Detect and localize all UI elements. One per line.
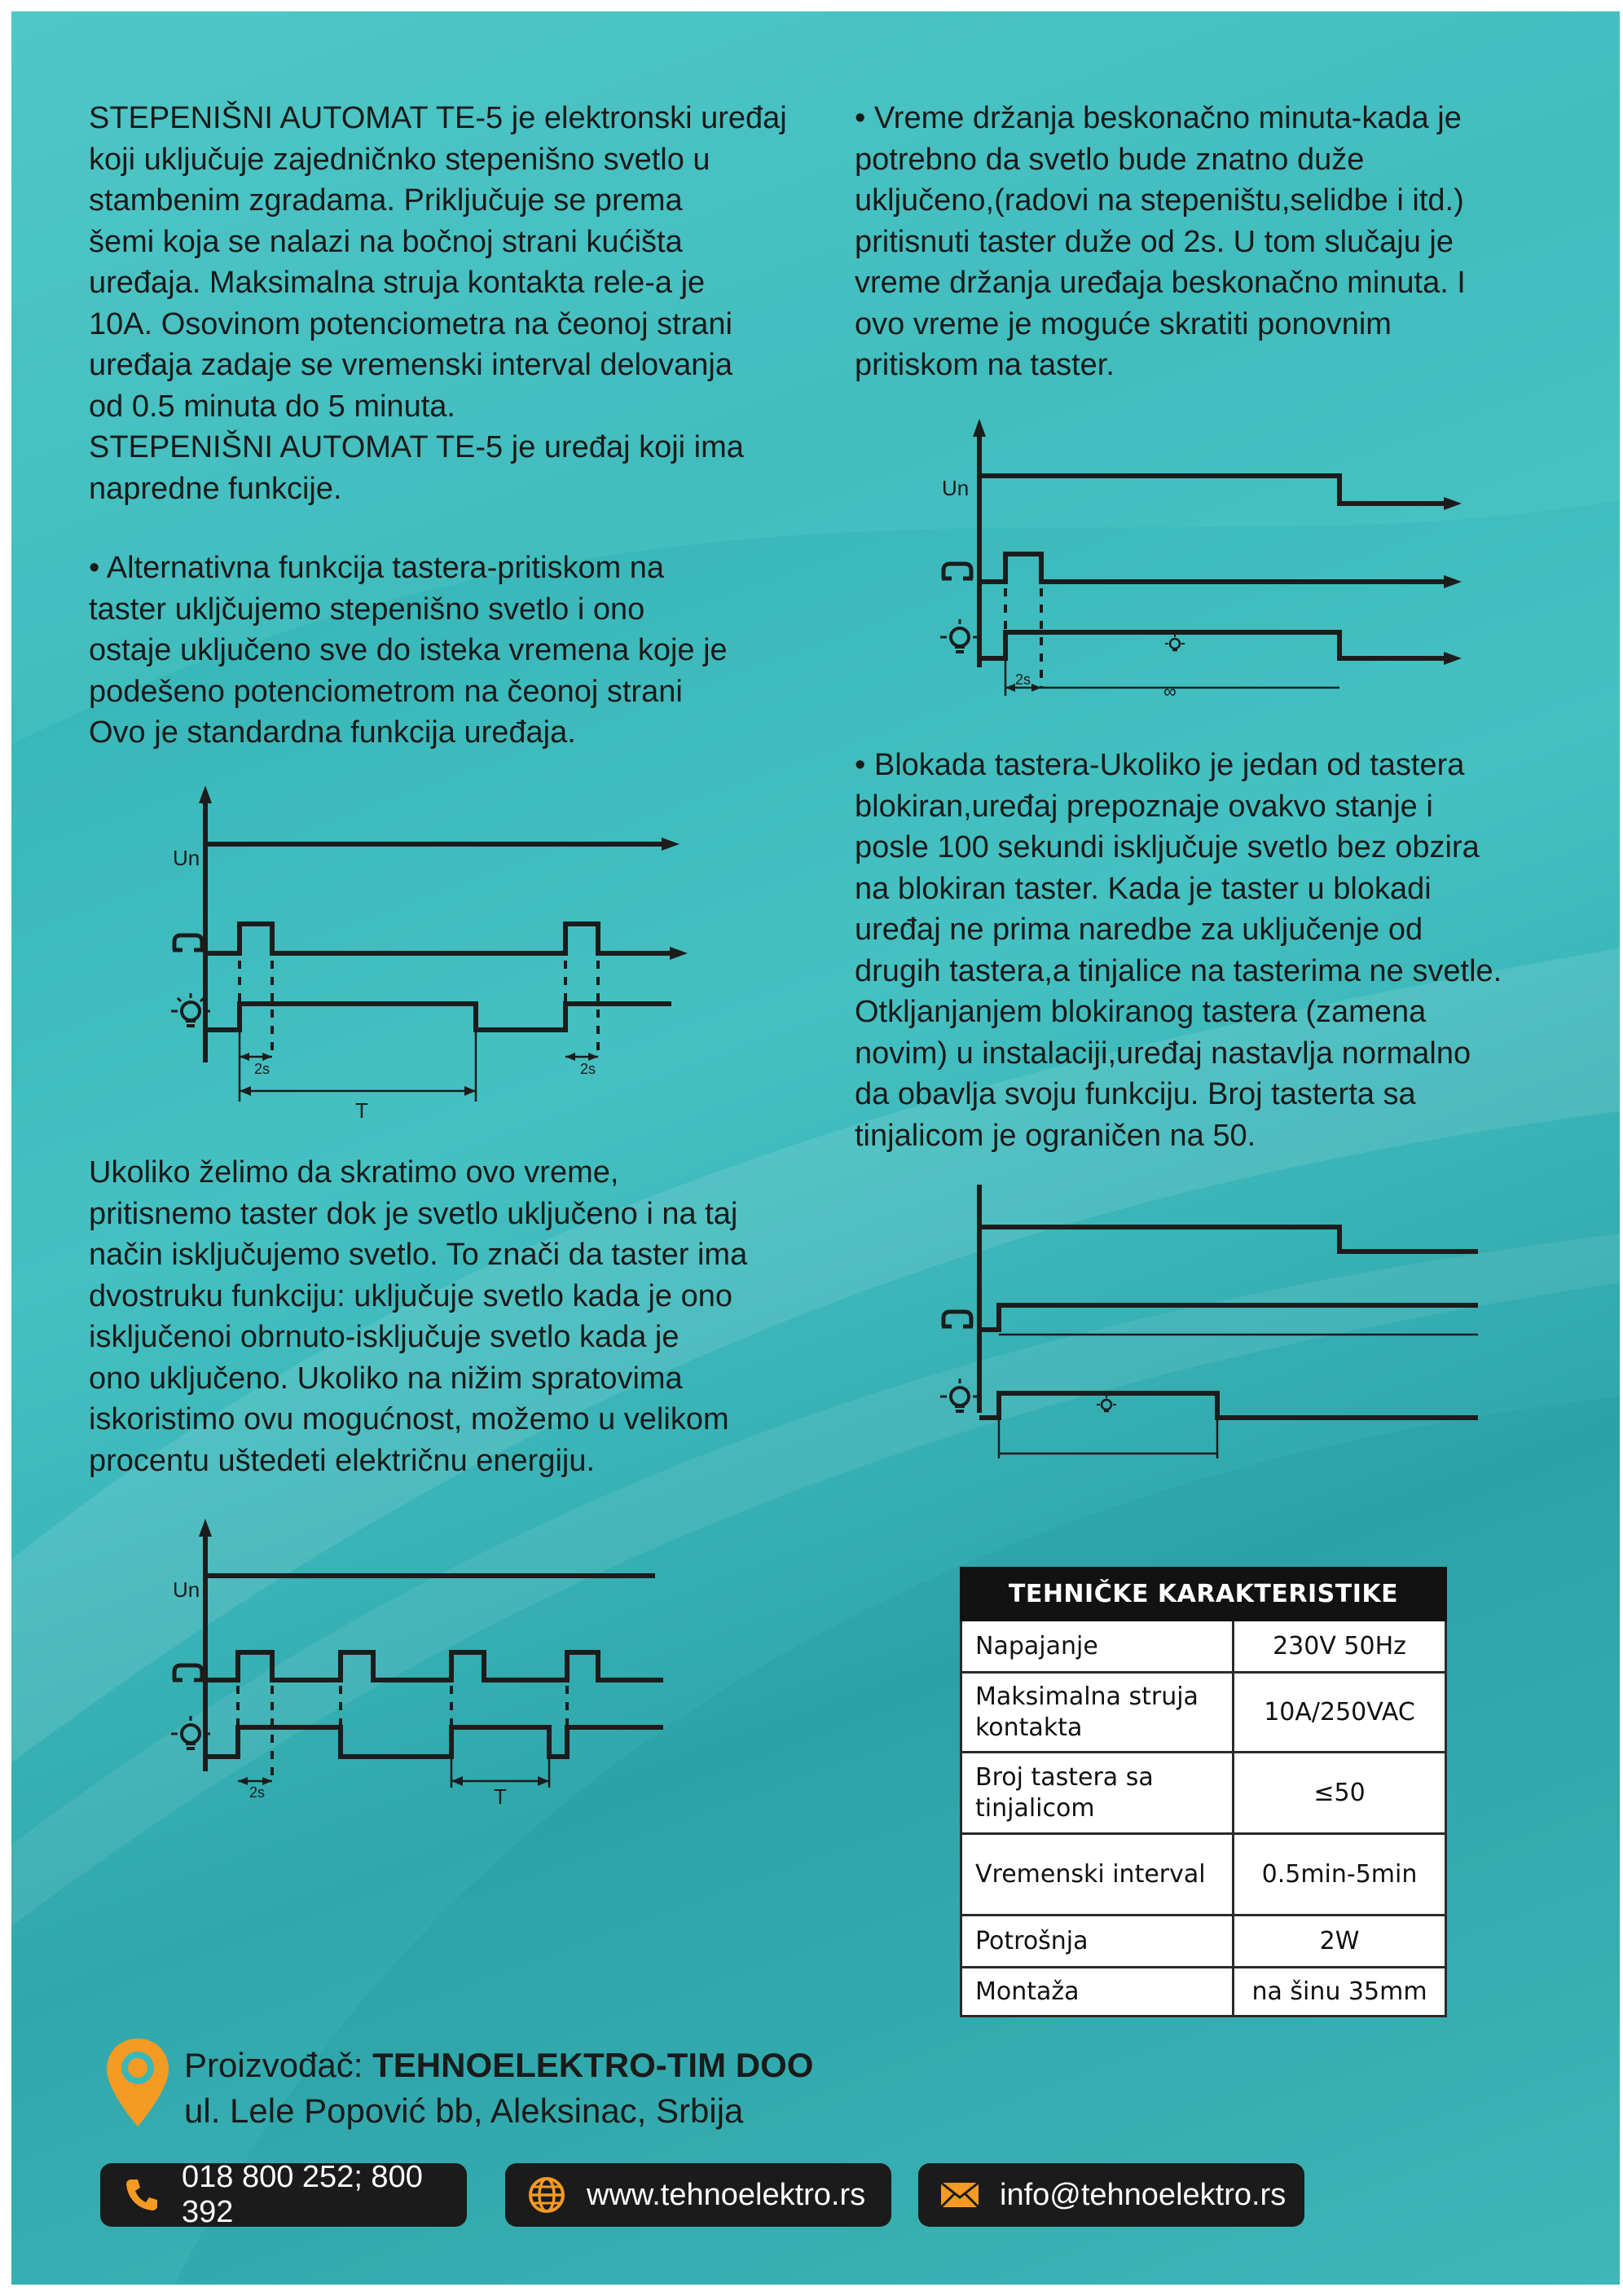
lamp-small-icon	[1165, 634, 1185, 650]
block-line: drugih tastera,a tinjalice na tasterima ne svetle.	[855, 953, 1502, 988]
intro-line: šemi koja se nalazi na bočnoj strani kućišta	[89, 224, 683, 259]
infinite-line: uključeno,(radovi na stepeništu,selidbe i itd.)	[855, 183, 1464, 218]
infinite-line: ovo vreme je moguće skratiti ponovnim	[855, 306, 1392, 341]
website-link[interactable]: www.tehnoelektro.rs	[587, 2177, 866, 2212]
infinite-hold-paragraph	[855, 98, 1604, 386]
table-row	[961, 1968, 1446, 2017]
spec-value: ≤50	[1234, 1753, 1446, 1834]
block-line: novim) u instalaciji,uređaj nastavlja normalno	[855, 1036, 1471, 1071]
lamp-small-icon	[1097, 1395, 1116, 1411]
alternative-line: ostaje uključeno sve do isteka vremena koje je	[89, 633, 728, 667]
manufacturer-address: ul. Lele Popović bb, Aleksinac, Srbija	[184, 2091, 744, 2130]
push-button-icon	[942, 1312, 973, 1326]
manufacturer-name: TEHNOELEKTRO-TIM DOO	[372, 2046, 814, 2084]
shorten-line: ono uključeno. Ukoliko na nižim spratovima	[89, 1361, 683, 1396]
table-header-row	[961, 1568, 1446, 1621]
intro-line: koji uključuje zajedničnko stepenišno svetlo u	[89, 142, 710, 177]
intro-line: stambenim zgradama. Priključuje se prema	[89, 183, 683, 218]
brochure-sheet	[11, 11, 1620, 2285]
globe-icon	[523, 2171, 570, 2219]
shorten-line: iskoristimo ovu mogućnost, možemo u velikom	[89, 1402, 729, 1436]
two-seconds-label: 2s	[580, 1061, 596, 1077]
alternative-line: taster ukljčujemo stepenišno svetlo i ono	[89, 592, 645, 627]
spec-key: Broj tastera sa tinjalicom	[961, 1753, 1234, 1834]
block-line: Otkljanjanjem blokiranog tastera (zamena	[855, 995, 1427, 1029]
table-row	[961, 1916, 1446, 1968]
shorten-line: dvostruku funkciju: uključuje svetlo kada je ono	[89, 1278, 733, 1313]
un-label: Un	[942, 476, 970, 500]
spec-value: 10A/250VAC	[1234, 1673, 1446, 1753]
timing-diagram-standard	[158, 785, 728, 1128]
button-block-paragraph	[855, 745, 1604, 1156]
push-button-icon	[173, 1665, 204, 1680]
intro-line: napredne funkcije.	[89, 471, 342, 506]
alternative-line: • Alternativna funkcija tastera-pritiskom na	[89, 551, 665, 585]
block-line: na blokiran taster. Kada je taster u blokadi	[855, 871, 1432, 906]
lamp-icon	[940, 619, 979, 652]
timing-diagram-blocked-button	[924, 1177, 1494, 1470]
timing-diagram-toggle	[158, 1519, 728, 1828]
table-row	[961, 1673, 1446, 1753]
block-line: uređaj ne prima naredbe za uključenje od	[855, 913, 1423, 947]
two-seconds-label: 2s	[254, 1061, 270, 1077]
spec-key: Napajanje	[961, 1621, 1234, 1673]
spec-value: 0.5min-5min	[1234, 1834, 1446, 1916]
two-seconds-label: 2s	[249, 1784, 266, 1801]
phone-number: 018 800 252; 800 392	[182, 2160, 423, 2229]
table-row	[961, 1621, 1446, 1673]
intro-line: od 0.5 minuta do 5 minuta.	[89, 389, 455, 424]
infinite-line: pritisnuti taster duže od 2s. U tom slučaju je	[855, 224, 1454, 259]
timing-diagram-infinite-hold	[924, 419, 1494, 712]
intro-line: STEPENIŠNI AUTOMAT TE-5 je uređaj koji ima	[89, 430, 744, 464]
spec-key: Maksimalna struja kontakta	[961, 1673, 1234, 1753]
infinity-mark: ∞	[1163, 681, 1177, 702]
block-line: • Blokada tastera-Ukoliko je jedan od tastera	[855, 748, 1465, 782]
shorten-line: isključenoi obrnuto-isključuje svetlo kada je	[89, 1320, 680, 1354]
shorten-line: procentu uštedeti električnu energiju.	[89, 1443, 596, 1478]
t-label: T	[355, 1098, 368, 1123]
technical-specs-table	[960, 1567, 1447, 2017]
alternative-line: Ovo je standardna funkcija uređaja.	[89, 715, 576, 750]
envelope-icon	[936, 2171, 983, 2219]
un-label: Un	[173, 846, 200, 870]
website-contact	[505, 2163, 891, 2227]
manufacturer-prefix: Proizvođač:	[184, 2046, 373, 2084]
shorten-line: način isključujemo svetlo. To znači da taster ima	[89, 1238, 748, 1272]
email-contact	[918, 2163, 1304, 2227]
manufacturer-info	[184, 2043, 813, 2134]
spec-key: Potrošnja	[961, 1916, 1234, 1968]
spec-key: Montaža	[961, 1968, 1234, 2017]
push-button-icon	[942, 564, 973, 578]
intro-paragraph	[89, 98, 822, 509]
intro-line: uređaja zadaje se vremenski interval delovanja	[89, 348, 733, 382]
location-pin-icon	[105, 2037, 170, 2128]
infinite-line: • Vreme držanja beskonačno minuta-kada je	[855, 101, 1462, 135]
intro-line: STEPENIŠNI AUTOMAT TE-5 je elektronski uređaj	[89, 101, 787, 135]
t-label: T	[494, 1784, 507, 1809]
alternative-line: podešeno potenciometrom na čeonoj strani	[89, 674, 683, 709]
phone-contact	[100, 2160, 467, 2229]
alternative-function-paragraph	[89, 548, 822, 754]
shorten-time-paragraph	[89, 1152, 822, 1481]
phone-icon	[118, 2171, 165, 2219]
table-title: TEHNIČKE KARAKTERISTIKE	[961, 1568, 1446, 1621]
block-line: tinjalicom je ograničen na 50.	[855, 1118, 1256, 1153]
infinite-line: vreme držanja uređaja beskonačno minuta. I	[855, 266, 1466, 300]
infinite-line: pritiskom na taster.	[855, 348, 1115, 382]
table-row	[961, 1834, 1446, 1916]
block-line: blokiran,uređaj prepoznaje ovakvo stanje i	[855, 789, 1433, 824]
spec-value: 230V 50Hz	[1234, 1621, 1446, 1673]
block-line: da obavlja svoju funkciju. Broj tasterta sa	[855, 1077, 1416, 1111]
un-label: Un	[173, 1577, 200, 1602]
lamp-icon	[940, 1379, 979, 1411]
two-seconds-label: 2s	[1015, 671, 1031, 688]
email-link[interactable]: info@tehnoelektro.rs	[1000, 2177, 1287, 2212]
table-row	[961, 1753, 1446, 1834]
manufacturer-line	[184, 2043, 813, 2088]
intro-line: 10A. Osovinom potenciometra na čeonoj strani	[89, 306, 732, 341]
infinite-line: potrebno da svetlo bude znatno duže	[855, 142, 1365, 177]
block-line: posle 100 sekundi isključuje svetlo bez obzira	[855, 830, 1480, 864]
push-button-icon	[173, 935, 204, 950]
shorten-line: pritisnemo taster dok je svetlo uključeno i na taj	[89, 1196, 738, 1231]
spec-value: 2W	[1234, 1916, 1446, 1968]
shorten-line: Ukoliko želimo da skratimo ovo vreme,	[89, 1155, 619, 1190]
intro-line: uređaja. Maksimalna struja kontakta rele-a je	[89, 266, 706, 300]
spec-value: na šinu 35mm	[1234, 1968, 1446, 2017]
spec-key: Vremenski interval	[961, 1834, 1234, 1916]
